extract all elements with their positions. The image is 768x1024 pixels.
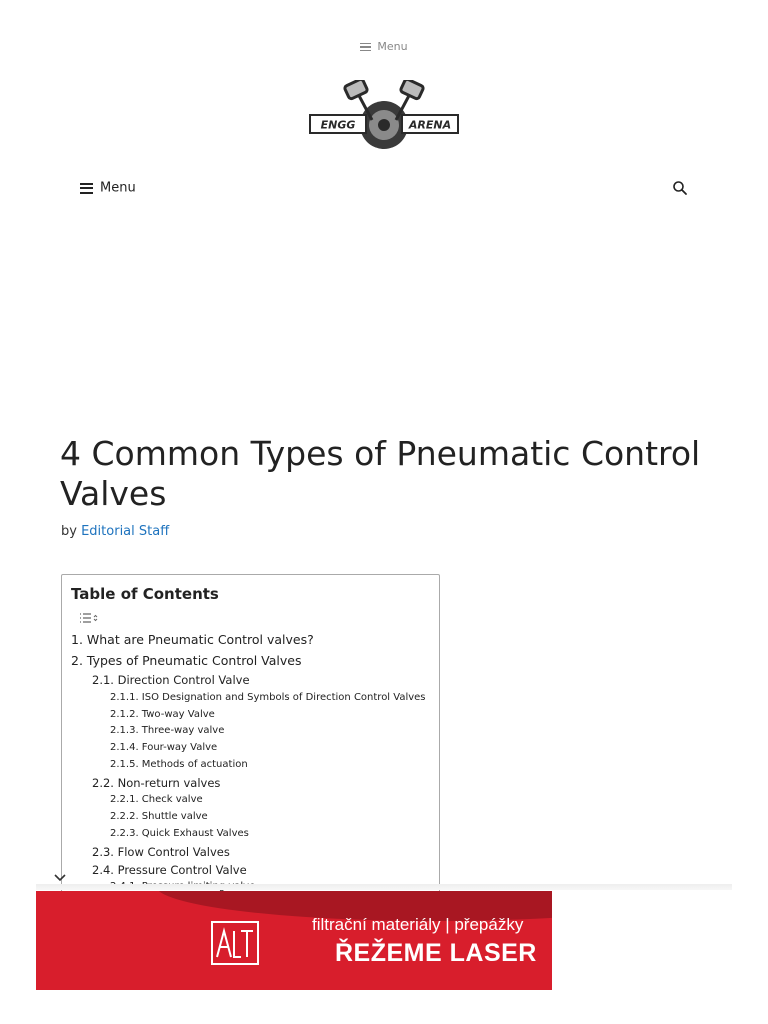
table-of-contents — [61, 574, 440, 906]
sticky-ad-banner[interactable] — [36, 891, 552, 990]
toc-item[interactable]: 2.4. Pressure Control Valve — [92, 863, 247, 877]
alt-logo-icon — [213, 923, 257, 963]
hamburger-icon — [80, 180, 93, 196]
toc-item[interactable]: 2.2. Non-return valves — [92, 776, 221, 790]
ad-line-1: filtrační materiály | přepážky — [312, 915, 524, 934]
toc-item[interactable]: 2.2.2. Shuttle valve — [110, 811, 208, 822]
ad-line-2: ŘEŽEME LASER — [335, 939, 537, 967]
main-nav — [80, 176, 690, 200]
toc-item[interactable]: 2.2.1. Check valve — [110, 794, 203, 805]
page-title: 4 Common Types of Pneumatic Control Valves — [60, 434, 701, 513]
chevron-down-icon[interactable] — [52, 872, 68, 884]
toc-toggle-icon[interactable] — [76, 611, 100, 625]
toc-title: Table of Contents — [71, 585, 219, 603]
toc-item[interactable]: 1. What are Pneumatic Control valves? — [71, 632, 314, 647]
toc-item[interactable]: 2. Types of Pneumatic Control Valves — [71, 653, 302, 668]
menu-button-label: Menu — [100, 180, 136, 196]
byline — [61, 524, 169, 539]
search-icon[interactable] — [672, 180, 688, 196]
ad-logo — [211, 921, 259, 965]
author-link[interactable]: Editorial Staff — [81, 524, 170, 539]
hamburger-icon — [360, 41, 371, 54]
toc-item[interactable]: 2.2.3. Quick Exhaust Valves — [110, 828, 249, 839]
site-logo[interactable] — [308, 80, 460, 152]
toc-item[interactable]: 2.1.3. Three-way valve — [110, 725, 225, 736]
byline-prefix: by — [61, 524, 77, 539]
toc-item[interactable]: 2.1.4. Four-way Valve — [110, 742, 218, 753]
toc-item[interactable]: 2.1.5. Methods of actuation — [110, 759, 248, 770]
logo-text-right: ARENA — [408, 118, 452, 132]
top-menu-toggle[interactable] — [0, 40, 768, 53]
logo-text-left: ENGG — [320, 118, 356, 132]
top-menu-label: Menu — [377, 40, 408, 53]
menu-button[interactable] — [80, 180, 136, 196]
toc-item[interactable]: 2.1. Direction Control Valve — [92, 673, 250, 687]
toc-item[interactable]: 2.3. Flow Control Valves — [92, 845, 230, 859]
sticky-ad-bar — [36, 884, 732, 890]
toc-item[interactable]: 2.1.1. ISO Designation and Symbols of Direction Control Valves — [110, 692, 426, 703]
toc-item[interactable]: 2.1.2. Two-way Valve — [110, 709, 215, 720]
